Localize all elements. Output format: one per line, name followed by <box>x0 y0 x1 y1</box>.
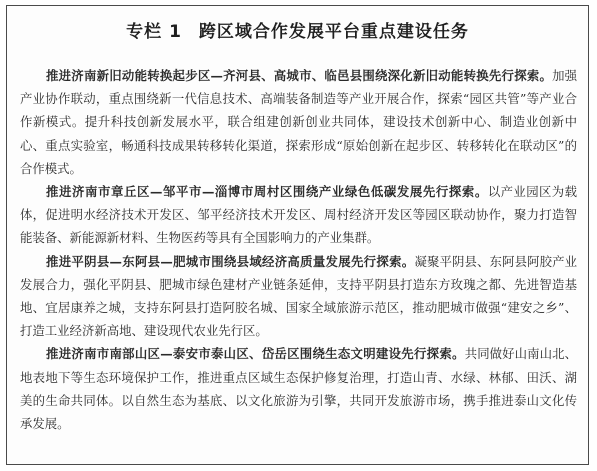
box-title-text: 跨区域合作发展平台重点建设任务 <box>198 22 469 42</box>
box-title <box>7 17 588 42</box>
paragraph-4 <box>20 342 577 435</box>
paragraph-text: 以产业园区为载体，促进明水经济技术开发区、邹平经济技术开发区、周村经济开发区等园区联动协作，聚力打造智能装备、新能源新材料、生物医药等具有全国影响力的产业集群。 <box>20 184 577 246</box>
paragraph-text: 共同做好山南山北、地表地下等生态环境保护工作，推进重点区域生态保护修复治理，打造山青、水绿、林郁、田沃、湖美的生命共同体。以自然生态为基底、以文化旅游为引擎，共同开发旅游市场，携手推进泰山文化传承发展。 <box>20 346 577 432</box>
paragraph-lead: 推进平阴县—东阿县—肥城市围绕县域经济高质量发展先行探索。 <box>46 253 415 269</box>
paragraph-lead: 推进济南新旧动能转换起步区—齐河县、高城市、临邑县围绕深化新旧动能转换先行探索。 <box>46 68 553 83</box>
paragraph-2 <box>20 180 577 250</box>
paragraph-lead: 推进济南市南部山区—泰安市泰山区、岱岳区围绕生态文明建设先行探索。 <box>46 346 465 362</box>
paragraph-3 <box>20 250 577 343</box>
box-title-label: 专栏 1 <box>126 22 182 42</box>
paragraph-text: 加强产业协作联动，重点围绕新一代信息技术、高端装备制造等产业开展合作，探索“园区共管”等产业合作新模式。提升科技创新发展水平，联合组建创新创业共同体，建设技术创新中心、制造业创新中心、重点实验室，畅通科技成果转移转化渠道，探索形成“原始创新在起步区、转移转化在联动区”的合作模式。 <box>20 68 578 176</box>
paragraph-text: 凝聚平阴县、东阿县阿胶产业发展合力，强化平阴县、肥城市绿色建材产业链条延伸，支持平阴县打造东方玫瑰之都、先进智造基地、宜居康养之城，支持东阿县打造阿胶名城、国家全域旅游示范区，推动肥城市做强“建安之乡”、打造工业经济新高地、建设现代农业先行区。 <box>20 253 577 339</box>
paragraph-1 <box>20 64 577 180</box>
paragraph-lead: 推进济南市章丘区—邹平市—淄博市周村区围绕产业绿色低碳发展先行探索。 <box>46 184 488 200</box>
box-body <box>20 64 577 435</box>
feature-box <box>6 5 589 465</box>
